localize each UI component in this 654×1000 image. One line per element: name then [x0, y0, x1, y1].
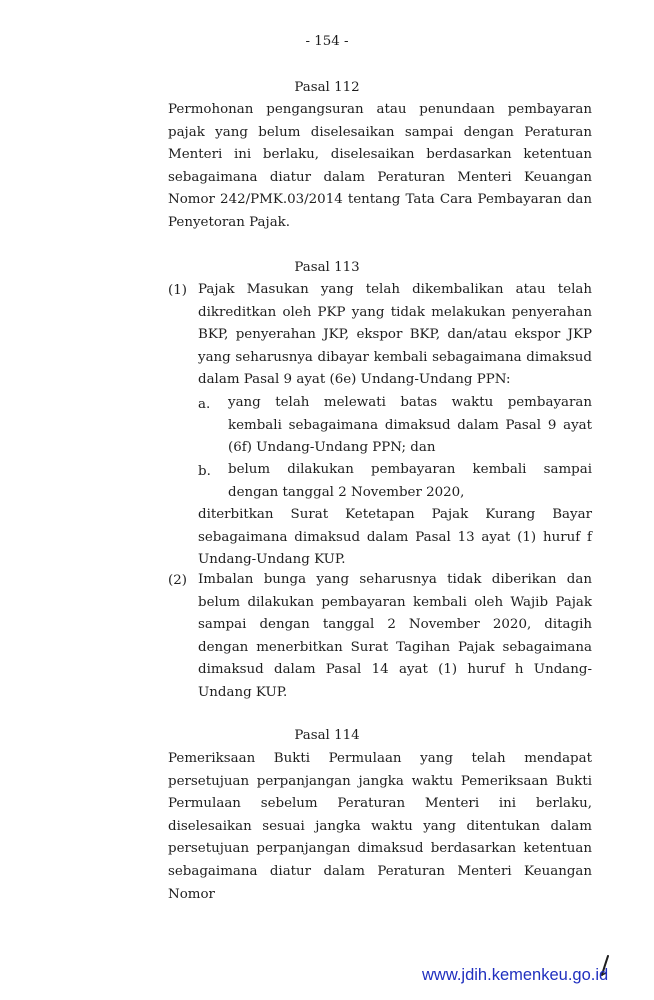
pasal-113-item-1-closing: diterbitkan Surat Ketetapan Pajak Kurang Bayar sebagaimana dimaksud dalam Pasal 13 ayat (1) huruf f Undang-Undang KUP. [198, 507, 592, 568]
pasal-113-item-2-text: Imbalan bunga yang seharusnya tidak diberikan dan belum dilakukan pembayaran kembali oleh Wajib Pajak sampai dengan tanggal 2 November 2020, ditagih dengan menerbitkan Surat Tagihan Pajak sebagaimana dimaksud dalam Pasal 14 ayat (1) huruf h Undang-Undang KUP. [198, 572, 592, 700]
page-number: - 154 - [305, 34, 349, 49]
pasal-112-heading: Pasal 112 [294, 80, 360, 95]
pasal-114-text: Pemeriksaan Bukti Permulaan yang telah mendapat persetujuan perpanjangan jangka waktu Pemeriksaan Bukti Permulaan sebelum Peraturan Menteri ini berlaku, diselesaikan sesuai jangka waktu yang ditentukan dalam persetujuan perpanjangan dimaksud berdasarkan ketentuan sebagaimana diatur dalam Peraturan Menteri Keuangan Nomor [168, 751, 592, 902]
pasal-113-item-1a-letter: a. [198, 397, 211, 412]
pasal-113-item-2-number: (2) [168, 573, 187, 588]
pasal-113-item-1b-letter: b. [198, 464, 211, 479]
footer-website-link[interactable]: www.jdih.kemenkeu.go.id [422, 966, 609, 984]
pasal-113-item-1b-text: belum dilakukan pembayaran kembali sampai dengan tanggal 2 November 2020, [228, 462, 592, 500]
pasal-113-item-1-number: (1) [168, 283, 187, 298]
pasal-113-item-1-text: Pajak Masukan yang telah dikembalikan atau telah dikreditkan oleh PKP yang tidak melakukan penyerahan BKP, penyerahan JKP, ekspor BKP, dan/atau ekspor JKP yang seharusnya dibayar kembali sebagaimana dimaksud dalam Pasal 9 ayat (6e) Undang-Undang PPN: [198, 282, 592, 388]
pasal-112-text: Permohonan pengangsuran atau penundaan pembayaran pajak yang belum diselesaikan sampai dengan Peraturan Menteri ini berlaku, diselesaikan berdasarkan ketentuan sebagaimana diatur dalam Peraturan Menteri Keuangan Nomor 242/PMK.03/2014 tentang Tata Cara Pembayaran dan Penyetoran Pajak. [168, 102, 592, 230]
pasal-113-item-1a-text: yang telah melewati batas waktu pembayaran kembali sebagaimana dimaksud dalam Pasal 9 ayat (6f) Undang-Undang PPN; dan [228, 395, 592, 456]
pasal-113-heading: Pasal 113 [294, 260, 360, 275]
pasal-114-heading: Pasal 114 [294, 728, 360, 743]
